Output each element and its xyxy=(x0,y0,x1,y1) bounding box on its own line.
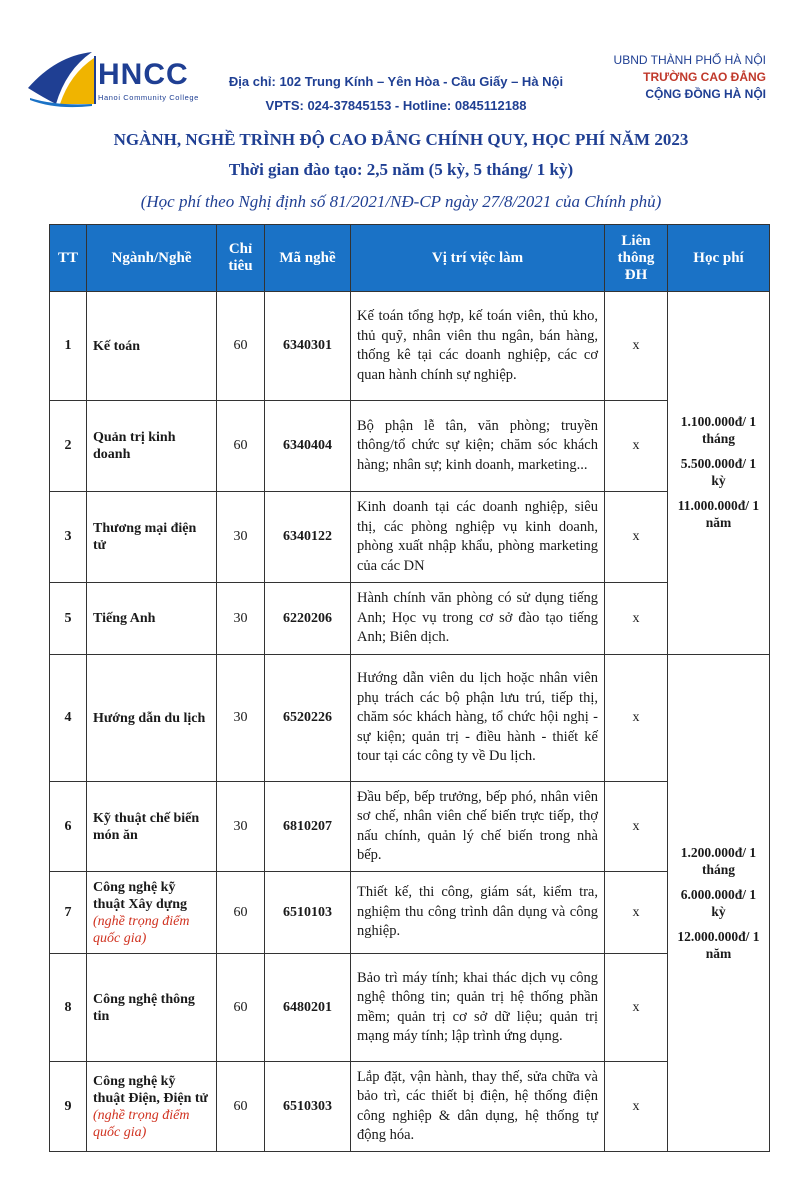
duration-subtitle: Thời gian đào tạo: 2,5 năm (5 kỳ, 5 tháng/ 1 kỳ) xyxy=(228,160,574,179)
transfer-mark: x xyxy=(605,954,668,1062)
job-positions: Hành chính văn phòng có sử dụng tiếng Anh; Học vụ trong cơ sở đào tạo tiếng Anh; Biên dịch. xyxy=(351,583,605,655)
program-name-text: Công nghệ kỹ thuật Xây dựng xyxy=(93,879,187,912)
col-header-tt: TT xyxy=(50,225,87,292)
program-name-text: Thương mại điện tử xyxy=(93,521,197,553)
col-header-transfer-line2: thông xyxy=(617,249,655,266)
col-header-transfer xyxy=(605,225,668,292)
row-number: 2 xyxy=(50,401,87,492)
program-name-text: Kế toán xyxy=(93,338,141,354)
program-name xyxy=(87,401,217,492)
job-positions: Kinh doanh tại các doanh nghiệp, siêu thị, các phòng nghiệp vụ kinh doanh, phòng xuất nhập khẩu, phòng marketing của các DN xyxy=(351,492,605,583)
job-positions: Bảo trì máy tính; khai thác dịch vụ công nghệ thông tin; quản trị hệ thống phần mềm; quản trị cơ sở dữ liệu; quản trị mạng máy tính; lập trình ứng dụng. xyxy=(351,954,605,1062)
transfer-mark: x xyxy=(605,492,668,583)
tuition-fee-group-b xyxy=(668,655,770,1152)
quota-value: 30 xyxy=(217,655,265,782)
transfer-mark: x xyxy=(605,401,668,492)
col-header-name: Ngành/Nghề xyxy=(87,225,217,292)
fee-per-term: 6.000.000đ/ 1 kỳ xyxy=(680,887,757,919)
row-number: 7 xyxy=(50,872,87,954)
table-header xyxy=(50,225,770,292)
job-positions: Bộ phận lễ tân, văn phòng; truyền thông/tổ chức sự kiện; chăm sóc khách hàng; nhân sự; kinh doanh, marketing... xyxy=(351,401,605,492)
org-line-3: CỘNG ĐỒNG HÀ NỘI xyxy=(645,87,766,101)
job-positions: Kế toán tổng hợp, kế toán viên, thủ kho, thủ quỹ, nhân viên thu ngân, bán hàng, thống kê tại các doanh nghiệp, các cơ quan hành chính sự nghiệp. xyxy=(351,292,605,401)
program-name-text: Hướng dẫn du lịch xyxy=(93,710,206,726)
program-code: 6340122 xyxy=(265,492,351,583)
col-header-transfer-line3: ĐH xyxy=(624,266,648,283)
fee-per-month: 1.100.000đ/ 1 tháng xyxy=(680,413,757,446)
decree-note: (Học phí theo Nghị định số 81/2021/NĐ-CP ngày 27/8/2021 của Chính phủ) xyxy=(140,192,662,211)
program-code: 6340404 xyxy=(265,401,351,492)
org-line-2: TRƯỜNG CAO ĐẲNG xyxy=(643,70,766,84)
phone-text: VPTS: 024-37845153 - Hotline: 0845112188 xyxy=(265,98,527,113)
program-code: 6520226 xyxy=(265,655,351,782)
row-number: 1 xyxy=(50,292,87,401)
quota-value: 30 xyxy=(217,583,265,655)
program-name-text: Công nghệ kỹ thuật Điện, Điện tử xyxy=(93,1073,208,1106)
program-code: 6220206 xyxy=(265,583,351,655)
job-positions: Lắp đặt, vận hành, thay thế, sửa chữa và bảo trì, các thiết bị điện, hệ thống điện công nghiệp & dân dụng, hệ thống tự động hóa. xyxy=(351,1062,605,1152)
table-row xyxy=(50,583,770,655)
program-name-text: Công nghệ thông tin xyxy=(93,991,195,1024)
quota-value: 60 xyxy=(217,401,265,492)
row-number: 9 xyxy=(50,1062,87,1152)
program-code: 6510303 xyxy=(265,1062,351,1152)
transfer-mark: x xyxy=(605,1062,668,1152)
col-header-quota-line2: tiêu xyxy=(228,258,253,274)
program-name-text: Kỹ thuật chế biến món ăn xyxy=(93,810,200,843)
address-text: Địa chỉ: 102 Trung Kính – Yên Hòa - Cầu Giấy – Hà Nội xyxy=(228,74,564,89)
quota-value: 60 xyxy=(217,1062,265,1152)
program-name xyxy=(87,1062,217,1152)
fee-per-term: 5.500.000đ/ 1 kỳ xyxy=(680,455,757,488)
col-header-code: Mã nghề xyxy=(265,225,351,292)
job-positions: Đầu bếp, bếp trưởng, bếp phó, nhân viên sơ chế, nhân viên chế biến trực tiếp, thợ nấu chính, quản lý chế biến trong nhà bếp. xyxy=(351,782,605,872)
col-header-quota xyxy=(217,225,265,292)
program-note: (nghề trọng điểm quốc gia) xyxy=(93,913,190,946)
quota-value: 60 xyxy=(217,292,265,401)
table-row xyxy=(50,655,770,782)
program-code: 6480201 xyxy=(265,954,351,1062)
table-row xyxy=(50,292,770,401)
row-number: 4 xyxy=(50,655,87,782)
logo-subtitle: Hanoi Community College xyxy=(98,93,199,102)
program-name-text: Tiếng Anh xyxy=(93,611,156,626)
program-name xyxy=(87,872,217,954)
table-row xyxy=(50,782,770,872)
row-number: 6 xyxy=(50,782,87,872)
quota-value: 30 xyxy=(217,492,265,583)
quota-value: 60 xyxy=(217,872,265,954)
table-row xyxy=(50,492,770,583)
table-row xyxy=(50,401,770,492)
transfer-mark: x xyxy=(605,872,668,954)
program-note: (nghề trọng điểm quốc gia) xyxy=(93,1107,190,1140)
page-title: NGÀNH, NGHỀ TRÌNH ĐỘ CAO ĐẲNG CHÍNH QUY, HỌC PHÍ NĂM 2023 xyxy=(113,130,689,149)
quota-value: 30 xyxy=(217,782,265,872)
row-number: 5 xyxy=(50,583,87,655)
program-name xyxy=(87,655,217,782)
table-row xyxy=(50,954,770,1062)
fee-per-month: 1.200.000đ/ 1 tháng xyxy=(680,845,757,877)
job-positions: Hướng dẫn viên du lịch hoặc nhân viên phụ trách các bộ phận lưu trú, tiếp thị, chăm sóc khách hàng, tổ chức hội nghị - sự kiện; quản trị - điều hành - thiết kế tour tại các công ty về Du lịch. xyxy=(351,655,605,782)
program-name xyxy=(87,954,217,1062)
table-row xyxy=(50,872,770,954)
organization-block xyxy=(506,52,766,103)
program-name xyxy=(87,292,217,401)
transfer-mark: x xyxy=(605,583,668,655)
org-line-1: UBND THÀNH PHỐ HÀ NỘI xyxy=(613,53,766,67)
transfer-mark: x xyxy=(605,655,668,782)
program-code: 6340301 xyxy=(265,292,351,401)
transfer-mark: x xyxy=(605,292,668,401)
transfer-mark: x xyxy=(605,782,668,872)
program-name xyxy=(87,782,217,872)
col-header-transfer-line1: Liên xyxy=(621,232,651,249)
fee-per-year: 11.000.000đ/ 1 năm xyxy=(677,497,760,530)
logo-wordmark: HNCC xyxy=(98,58,189,91)
program-name xyxy=(87,492,217,583)
row-number: 3 xyxy=(50,492,87,583)
row-number: 8 xyxy=(50,954,87,1062)
program-name xyxy=(87,583,217,655)
program-name-text: Quản trị kinh doanh xyxy=(93,430,176,462)
program-table xyxy=(49,224,770,1152)
table-row xyxy=(50,1062,770,1152)
job-positions: Thiết kế, thi công, giám sát, kiểm tra, nghiệm thu công trình dân dụng và công nghiệp. xyxy=(351,872,605,954)
program-code: 6810207 xyxy=(265,782,351,872)
quota-value: 60 xyxy=(217,954,265,1062)
fee-per-year: 12.000.000đ/ 1 năm xyxy=(677,929,760,961)
tuition-fee-group-a xyxy=(668,292,770,655)
col-header-quota-line1: Chỉ xyxy=(228,241,253,257)
page-header xyxy=(0,0,802,120)
program-code: 6510103 xyxy=(265,872,351,954)
col-header-jobs: Vị trí việc làm xyxy=(351,225,605,292)
col-header-fee: Học phí xyxy=(668,225,770,292)
